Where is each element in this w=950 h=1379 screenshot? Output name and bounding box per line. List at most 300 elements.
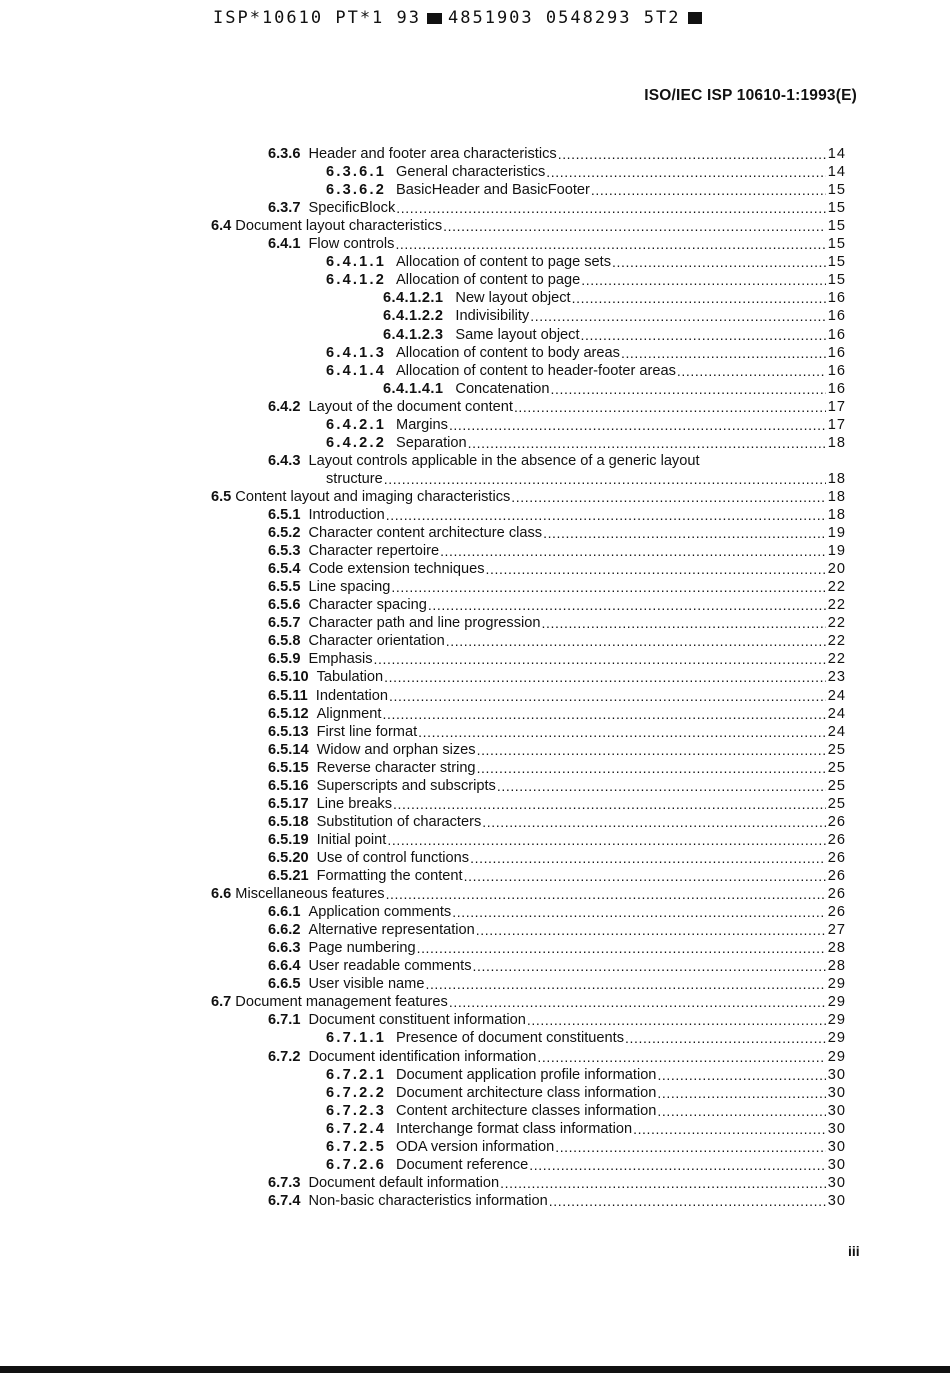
toc-page-number: 25 bbox=[827, 741, 846, 758]
toc-section-number: 6.4.1.4 bbox=[326, 362, 387, 379]
toc-section-number: 6.7.2.2 bbox=[326, 1084, 387, 1101]
toc-section-number: 6.4.2 bbox=[268, 398, 301, 415]
toc-entry bbox=[268, 542, 846, 560]
toc-section-number: 6.5.8 bbox=[268, 633, 301, 650]
scan-code-left: ISP*10610 PT*1 93 bbox=[213, 8, 421, 28]
toc-entry bbox=[268, 1011, 846, 1029]
toc-entry bbox=[268, 578, 846, 596]
toc-page-number: 25 bbox=[827, 759, 846, 776]
toc-section-number: 6.4.3 bbox=[268, 452, 301, 469]
toc-page-number: 22 bbox=[827, 579, 846, 596]
toc-entry bbox=[268, 235, 846, 253]
toc-section-number: 6.4.1.2.2 bbox=[383, 308, 444, 325]
toc-section-title: General characteristics bbox=[396, 164, 546, 181]
toc-section-title: Document application profile information bbox=[396, 1066, 657, 1083]
toc-dot-leader bbox=[395, 235, 825, 253]
toc-section-title: Flow controls bbox=[308, 236, 395, 253]
toc-entry bbox=[383, 380, 846, 398]
toc-section-title: Document identification information bbox=[308, 1048, 537, 1065]
toc-entry bbox=[268, 795, 846, 813]
toc-page-number: 16 bbox=[827, 326, 846, 343]
toc-entry bbox=[326, 1120, 846, 1138]
toc-dot-leader bbox=[396, 199, 826, 217]
toc-dot-leader bbox=[546, 163, 825, 181]
toc-section-title: BasicHeader and BasicFooter bbox=[396, 182, 590, 199]
toc-section-title: Reverse character string bbox=[316, 759, 476, 776]
toc-dot-leader bbox=[477, 759, 826, 777]
toc-section-title: Allocation of content to page bbox=[396, 272, 581, 289]
toc-section-title: Introduction bbox=[308, 507, 385, 523]
toc-entry bbox=[268, 831, 846, 849]
toc-section-title: Indivisibility bbox=[455, 308, 530, 325]
toc-entry bbox=[326, 1084, 846, 1102]
toc-dot-leader bbox=[477, 741, 826, 759]
scan-code-right: 4851903 0548293 5T2 bbox=[448, 8, 681, 28]
toc-section-title: Allocation of content to page sets bbox=[396, 254, 612, 271]
toc-entry bbox=[326, 1066, 846, 1084]
toc-section-number: 6.5.18 bbox=[268, 813, 309, 830]
toc-section-title: Separation bbox=[396, 434, 467, 451]
toc-entry bbox=[326, 253, 846, 271]
toc-dot-leader bbox=[468, 434, 826, 452]
toc-section-title: New layout object bbox=[455, 290, 571, 307]
toc-section-number: 6.3.6 bbox=[268, 146, 301, 162]
toc-section-number: 6.4.1.3 bbox=[326, 344, 387, 361]
toc-section-number: 6.7.2.4 bbox=[326, 1120, 387, 1137]
toc-section-title: Document layout characteristics bbox=[235, 218, 443, 235]
toc-section-title: SpecificBlock bbox=[308, 200, 396, 217]
toc-dot-leader bbox=[389, 687, 826, 705]
toc-page-number: 30 bbox=[827, 1066, 846, 1083]
toc-section-title: Content layout and imaging characteristics bbox=[235, 488, 511, 505]
toc-entry bbox=[268, 939, 846, 957]
toc-page-number: 15 bbox=[827, 200, 846, 217]
toc-entry bbox=[268, 813, 846, 831]
toc-dot-leader bbox=[449, 993, 826, 1011]
toc-dot-leader bbox=[497, 777, 826, 795]
toc-entry bbox=[268, 867, 846, 885]
toc-page-number: 15 bbox=[827, 272, 846, 289]
toc-section-number: 6.5.11 bbox=[268, 687, 308, 704]
toc-page-number: 26 bbox=[827, 849, 846, 866]
toc-section-title: Presence of document constituents bbox=[396, 1030, 624, 1047]
toc-page-number: 29 bbox=[827, 1048, 846, 1065]
toc-dot-leader bbox=[542, 614, 826, 632]
toc-section-number: 6.5.14 bbox=[268, 741, 309, 758]
toc-entry bbox=[268, 524, 846, 542]
toc-section-number: 6.4.1.1 bbox=[326, 254, 387, 271]
toc-page-number: 15 bbox=[827, 254, 846, 271]
toc-page-number: 30 bbox=[827, 1102, 846, 1119]
toc-section-title: Same layout object bbox=[455, 326, 580, 343]
toc-page-number: 22 bbox=[827, 651, 846, 668]
toc-page-number: 22 bbox=[827, 615, 846, 632]
toc-page-number: 27 bbox=[827, 922, 846, 939]
toc-section-title: First line format bbox=[316, 723, 418, 740]
toc-section-title: Document reference bbox=[396, 1156, 529, 1173]
toc-section-title: Code extension techniques bbox=[308, 561, 485, 578]
toc-entry bbox=[268, 975, 846, 993]
toc-dot-leader bbox=[581, 271, 826, 289]
toc-section-number: 6.5.16 bbox=[268, 777, 309, 794]
toc-entry bbox=[268, 560, 846, 578]
toc-entry bbox=[268, 957, 846, 975]
toc-page-number: 20 bbox=[827, 561, 846, 578]
toc-dot-leader bbox=[452, 903, 826, 921]
scan-barcode-mark bbox=[427, 13, 442, 24]
toc-entry bbox=[211, 488, 846, 506]
toc-entry bbox=[383, 307, 846, 325]
toc-dot-leader bbox=[425, 975, 825, 993]
toc-section-title: Content architecture classes information bbox=[396, 1102, 657, 1119]
toc-page-number: 24 bbox=[827, 723, 846, 740]
toc-section-number: 6.5.1 bbox=[268, 507, 301, 523]
toc-page-number: 26 bbox=[827, 868, 846, 884]
toc-page-number: 26 bbox=[827, 831, 846, 848]
toc-section-title: Alignment bbox=[316, 705, 382, 722]
toc-entry bbox=[268, 398, 846, 416]
toc-entry bbox=[268, 903, 846, 921]
toc-section-title: Allocation of content to header-footer areas bbox=[396, 362, 676, 379]
toc-section-title: Line spacing bbox=[308, 579, 391, 596]
toc-page-number: 30 bbox=[827, 1156, 846, 1173]
toc-page-number: 22 bbox=[827, 633, 846, 650]
toc-dot-leader bbox=[374, 650, 826, 668]
toc-dot-leader bbox=[440, 542, 826, 560]
toc-page-number: 22 bbox=[827, 597, 846, 614]
toc-section-title: User readable comments bbox=[308, 958, 472, 975]
toc-entry bbox=[268, 506, 846, 524]
toc-section-number: 6.4.2.1 bbox=[326, 416, 387, 433]
toc-page-number: 26 bbox=[827, 886, 846, 903]
toc-section-number: 6.5.3 bbox=[268, 543, 301, 560]
toc-entry bbox=[383, 326, 846, 344]
toc-entry bbox=[268, 723, 846, 741]
toc-section-title: User visible name bbox=[308, 976, 425, 993]
toc-section-number: 6.5.5 bbox=[268, 579, 301, 596]
toc-dot-leader bbox=[486, 560, 826, 578]
toc-section-number: 6.4.1.2 bbox=[326, 272, 387, 289]
toc-section-number: 6.6.4 bbox=[268, 958, 301, 975]
toc-page-number: 15 bbox=[827, 182, 846, 199]
toc-page-number: 23 bbox=[827, 669, 846, 686]
toc-dot-leader bbox=[384, 470, 826, 488]
toc-section-number: 6.7.2.3 bbox=[326, 1102, 387, 1119]
toc-section-title: Emphasis bbox=[308, 651, 373, 668]
toc-dot-leader bbox=[387, 831, 825, 849]
toc-entry bbox=[268, 452, 846, 470]
toc-page-number: 16 bbox=[827, 380, 846, 397]
toc-dot-leader bbox=[591, 181, 826, 199]
toc-dot-leader bbox=[581, 326, 826, 344]
toc-page-number: 16 bbox=[827, 308, 846, 325]
toc-dot-leader bbox=[446, 632, 826, 650]
toc-section-title: Character spacing bbox=[308, 597, 427, 614]
toc-entry bbox=[268, 199, 846, 217]
toc-section-number: 6.6.1 bbox=[268, 904, 301, 921]
toc-dot-leader bbox=[511, 488, 825, 506]
toc-dot-leader bbox=[551, 380, 826, 398]
toc-section-title: Tabulation bbox=[316, 669, 384, 686]
toc-entry bbox=[268, 1174, 846, 1192]
toc-dot-leader bbox=[428, 596, 826, 614]
toc-section-title: Character content architecture class bbox=[308, 525, 543, 542]
toc-section-title: Layout of the document content bbox=[308, 398, 513, 415]
toc-dot-leader bbox=[633, 1120, 826, 1138]
toc-entry bbox=[268, 849, 846, 867]
toc-entry bbox=[326, 1102, 846, 1120]
toc-page-number: 15 bbox=[827, 218, 846, 235]
toc-entry bbox=[326, 1138, 846, 1156]
toc-section-title: Line breaks bbox=[316, 795, 393, 812]
toc-section-title: Widow and orphan sizes bbox=[316, 741, 476, 758]
toc-page-number: 24 bbox=[827, 687, 846, 704]
toc-page-number: 28 bbox=[827, 958, 846, 975]
toc-entry bbox=[268, 650, 846, 668]
toc-section-title: Initial point bbox=[316, 831, 387, 848]
toc-page-number: 26 bbox=[827, 904, 846, 921]
toc-dot-leader bbox=[529, 1156, 826, 1174]
toc-page-number: 18 bbox=[827, 488, 846, 505]
toc-section-number: 6.4.1.4.1 bbox=[383, 380, 444, 397]
toc-page-number: 14 bbox=[827, 164, 846, 181]
toc-section-title: ODA version information bbox=[396, 1138, 555, 1155]
toc-entry bbox=[268, 687, 846, 705]
toc-dot-leader bbox=[384, 668, 826, 686]
toc-dot-leader bbox=[470, 849, 826, 867]
toc-entry bbox=[268, 596, 846, 614]
toc-dot-leader bbox=[530, 307, 826, 325]
toc-entry bbox=[268, 145, 846, 163]
toc-section-title-continued: structure bbox=[326, 470, 383, 487]
toc-dot-leader bbox=[417, 939, 826, 957]
toc-section-number: 6.4 bbox=[211, 218, 232, 235]
toc-section-number: 6.7.1 bbox=[268, 1012, 301, 1029]
toc-section-number: 6.7.2.5 bbox=[326, 1138, 387, 1155]
toc-section-number: 6.3.6.2 bbox=[326, 182, 387, 199]
toc-dot-leader bbox=[391, 578, 825, 596]
toc-section-title: Document architecture class information bbox=[396, 1084, 657, 1101]
toc-section-title: Character repertoire bbox=[308, 543, 440, 560]
toc-dot-leader bbox=[677, 362, 826, 380]
toc-section-number: 6.5.13 bbox=[268, 723, 309, 740]
toc-dot-leader bbox=[657, 1066, 825, 1084]
toc-section-number: 6.7.3 bbox=[268, 1174, 301, 1191]
toc-section-title: Formatting the content bbox=[316, 868, 463, 884]
toc-entry bbox=[268, 1048, 846, 1066]
toc-section-number: 6.5.2 bbox=[268, 525, 301, 542]
scan-end-mark bbox=[688, 12, 702, 24]
toc-section-title: Interchange format class information bbox=[396, 1120, 633, 1137]
toc-section-title: Document constituent information bbox=[308, 1012, 526, 1029]
toc-entry bbox=[268, 668, 846, 686]
toc-dot-leader bbox=[625, 1029, 826, 1047]
toc-dot-leader bbox=[473, 957, 826, 975]
toc-section-number: 6.5.7 bbox=[268, 615, 301, 632]
toc-section-number: 6.6.2 bbox=[268, 922, 301, 939]
toc-dot-leader bbox=[386, 506, 826, 524]
toc-page-number: 29 bbox=[827, 976, 846, 993]
toc-section-number: 6.5.10 bbox=[268, 669, 309, 686]
toc-dot-leader bbox=[386, 885, 826, 903]
toc-page-number: 26 bbox=[827, 813, 846, 830]
toc-section-title: Layout controls applicable in the absence of a generic layout bbox=[308, 452, 700, 469]
toc-section-number: 6.5.19 bbox=[268, 831, 309, 848]
toc-page-number: 19 bbox=[827, 525, 846, 542]
toc-page-number: 29 bbox=[827, 1012, 846, 1029]
toc-entry bbox=[326, 1156, 846, 1174]
toc-page-number: 16 bbox=[827, 290, 846, 307]
toc-page-number: 29 bbox=[827, 1030, 846, 1047]
toc-entry bbox=[268, 632, 846, 650]
toc-section-number: 6.5.21 bbox=[268, 868, 309, 884]
toc-section-number: 6.6.5 bbox=[268, 976, 301, 993]
toc-section-number: 6.5.15 bbox=[268, 759, 309, 776]
standard-identifier: ISO/IEC ISP 10610-1:1993(E) bbox=[644, 87, 857, 104]
toc-entry bbox=[326, 1029, 846, 1047]
toc-dot-leader bbox=[657, 1102, 825, 1120]
toc-page-number: 18 bbox=[827, 470, 846, 487]
toc-section-title: Concatenation bbox=[455, 380, 550, 397]
toc-dot-leader bbox=[464, 867, 826, 885]
toc-entry bbox=[326, 344, 846, 362]
toc-entry bbox=[268, 1192, 846, 1210]
toc-dot-leader bbox=[443, 217, 826, 235]
toc-page-number: 18 bbox=[827, 434, 846, 451]
toc-page-number: 14 bbox=[827, 146, 846, 162]
toc-dot-leader bbox=[621, 344, 826, 362]
toc-section-number: 6.5 bbox=[211, 488, 232, 505]
toc-section-number: 6.6.3 bbox=[268, 940, 301, 957]
toc-section-title: Indentation bbox=[315, 687, 389, 704]
toc-section-number: 6.4.1 bbox=[268, 236, 301, 253]
toc-entry bbox=[268, 705, 846, 723]
toc-entry bbox=[326, 181, 846, 199]
toc-section-title: Page numbering bbox=[308, 940, 416, 957]
toc-page-number: 30 bbox=[827, 1138, 846, 1155]
toc-dot-leader bbox=[558, 145, 826, 163]
toc-entry bbox=[268, 777, 846, 795]
toc-entry bbox=[326, 416, 846, 434]
toc-page-number: 24 bbox=[827, 705, 846, 722]
toc-section-number: 6.7.2 bbox=[268, 1048, 301, 1065]
toc-dot-leader bbox=[476, 921, 826, 939]
toc-dot-leader bbox=[382, 705, 825, 723]
page-number: iii bbox=[848, 1243, 860, 1259]
toc-page-number: 25 bbox=[827, 777, 846, 794]
toc-section-title: Use of control functions bbox=[316, 849, 470, 866]
toc-section-number: 6.7.2.1 bbox=[326, 1066, 387, 1083]
toc-page-number: 19 bbox=[827, 543, 846, 560]
scan-identifier-line bbox=[213, 8, 708, 28]
toc-entry bbox=[326, 163, 846, 181]
toc-page-number: 29 bbox=[827, 994, 846, 1011]
toc-dot-leader bbox=[543, 524, 826, 542]
toc-section-title: Margins bbox=[396, 416, 448, 433]
toc-section-number: 6.3.7 bbox=[268, 200, 301, 217]
toc-entry bbox=[211, 885, 846, 903]
toc-section-number: 6.3.6.1 bbox=[326, 164, 387, 181]
toc-section-title: Application comments bbox=[308, 904, 452, 921]
toc-dot-leader bbox=[657, 1084, 825, 1102]
toc-dot-leader bbox=[612, 253, 826, 271]
toc-page-number: 17 bbox=[827, 416, 846, 433]
toc-page-number: 18 bbox=[827, 507, 846, 523]
toc-section-number: 6.7.4 bbox=[268, 1192, 301, 1209]
toc-entry bbox=[326, 434, 846, 452]
toc-dot-leader bbox=[537, 1048, 825, 1066]
toc-section-title: Character orientation bbox=[308, 633, 445, 650]
toc-page-number: 30 bbox=[827, 1120, 846, 1137]
toc-section-title: Character path and line progression bbox=[308, 615, 541, 632]
toc-page-number: 25 bbox=[827, 795, 846, 812]
toc-entry bbox=[268, 921, 846, 939]
toc-section-number: 6.5.6 bbox=[268, 597, 301, 614]
toc-dot-leader bbox=[393, 795, 826, 813]
toc-dot-leader bbox=[418, 723, 826, 741]
bottom-rule bbox=[0, 1366, 950, 1373]
toc-section-number: 6.7 bbox=[211, 994, 232, 1011]
toc-section-title: Document default information bbox=[308, 1174, 500, 1191]
toc-entry bbox=[383, 289, 846, 307]
toc-page-number: 28 bbox=[827, 940, 846, 957]
toc-section-number: 6.7.1.1 bbox=[326, 1030, 387, 1047]
toc-section-number: 6.4.1.2.3 bbox=[383, 326, 444, 343]
toc-section-number: 6.5.9 bbox=[268, 651, 301, 668]
toc-section-title: Allocation of content to body areas bbox=[396, 344, 620, 361]
toc-entry bbox=[268, 759, 846, 777]
toc-dot-leader bbox=[482, 813, 826, 831]
toc-entry-continuation bbox=[326, 470, 846, 488]
toc-entry bbox=[211, 993, 846, 1011]
toc-section-number: 6.5.4 bbox=[268, 561, 301, 578]
toc-dot-leader bbox=[549, 1192, 826, 1210]
toc-page-number: 17 bbox=[827, 398, 846, 415]
toc-entry bbox=[268, 741, 846, 759]
toc-section-title: Substitution of characters bbox=[316, 813, 482, 830]
toc-section-title: Document management features bbox=[235, 994, 448, 1011]
toc-section-number: 6.5.12 bbox=[268, 705, 309, 722]
toc-dot-leader bbox=[514, 398, 826, 416]
toc-section-title: Alternative representation bbox=[308, 922, 475, 939]
toc-dot-leader bbox=[449, 416, 826, 434]
toc-section-number: 6.4.2.2 bbox=[326, 434, 387, 451]
toc-entry bbox=[326, 271, 846, 289]
toc-entry bbox=[211, 217, 846, 235]
toc-dot-leader bbox=[555, 1138, 826, 1156]
toc-page-number: 16 bbox=[827, 362, 846, 379]
toc-page-number: 30 bbox=[827, 1084, 846, 1101]
toc-section-number: 6.6 bbox=[211, 886, 232, 903]
toc-section-number: 6.4.1.2.1 bbox=[383, 290, 444, 307]
toc-page-number: 30 bbox=[827, 1192, 846, 1209]
toc-dot-leader bbox=[572, 289, 826, 307]
toc-section-title: Superscripts and subscripts bbox=[316, 777, 496, 794]
toc-page-number: 30 bbox=[827, 1174, 846, 1191]
toc-section-title: Non-basic characteristics information bbox=[308, 1192, 548, 1209]
toc-section-title: Miscellaneous features bbox=[235, 886, 385, 903]
toc-page-number: 15 bbox=[827, 236, 846, 253]
toc-entry bbox=[268, 614, 846, 632]
toc-page-number: 16 bbox=[827, 344, 846, 361]
toc-section-number: 6.5.17 bbox=[268, 795, 309, 812]
toc-dot-leader bbox=[500, 1174, 826, 1192]
toc-section-title: Header and footer area characteristics bbox=[308, 146, 557, 162]
toc-section-number: 6.5.20 bbox=[268, 849, 309, 866]
toc-entry bbox=[326, 362, 846, 380]
toc-section-number: 6.7.2.6 bbox=[326, 1156, 387, 1173]
toc-dot-leader bbox=[527, 1011, 826, 1029]
